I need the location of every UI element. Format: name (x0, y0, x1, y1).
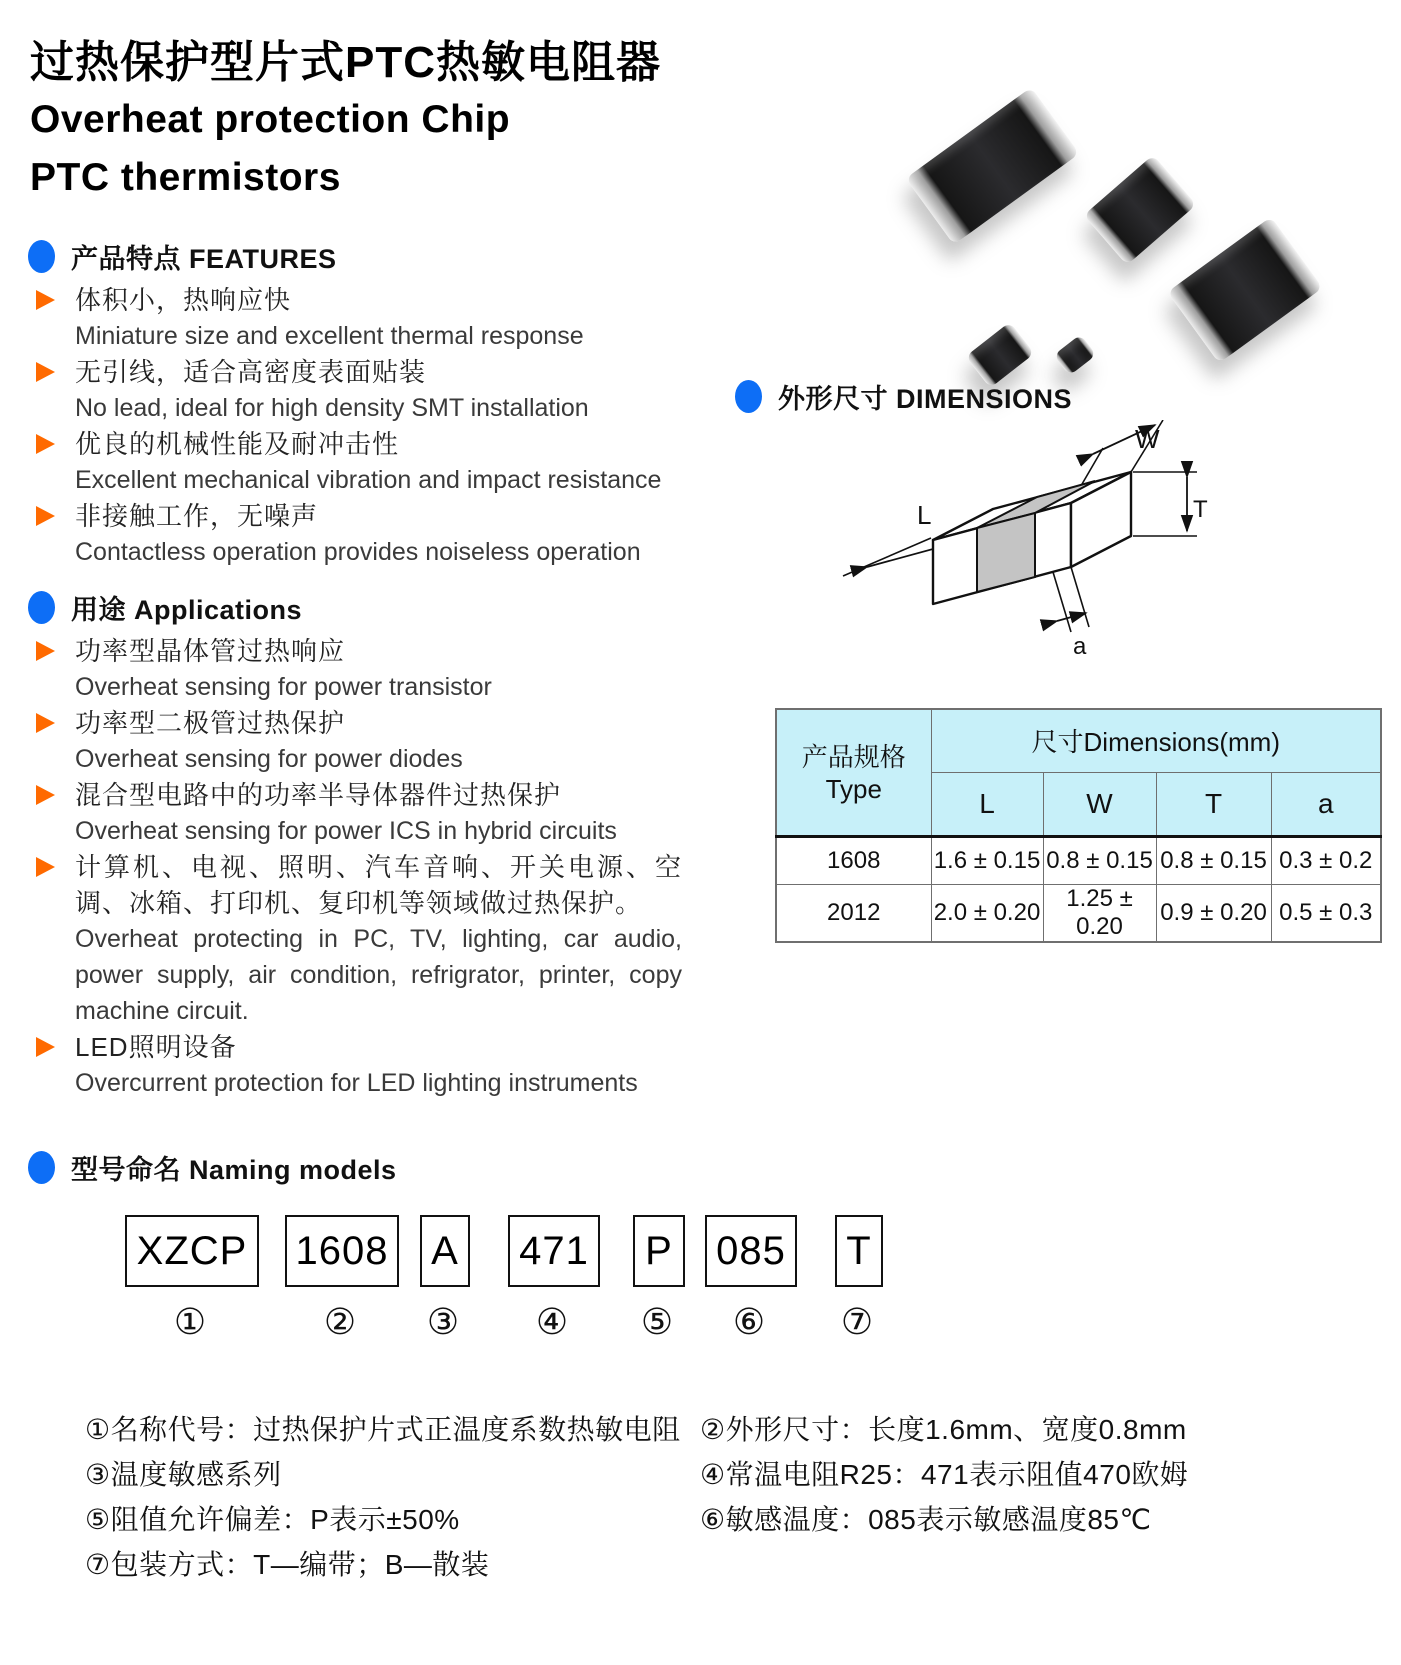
table-col-W: W (1043, 772, 1156, 836)
circled-number-5: ⑤ (640, 1302, 674, 1343)
feature-en: Excellent mechanical vibration and impact resistance (75, 466, 662, 494)
chip-photo-large (906, 87, 1080, 244)
naming-box-size: 1608 (285, 1215, 399, 1287)
application-en: Overheat sensing for power transistor (75, 673, 492, 701)
naming-box-resistance: 471 (508, 1215, 600, 1287)
features-list (34, 282, 682, 570)
features-heading (28, 237, 337, 276)
table-col-T: T (1156, 772, 1271, 836)
naming-note-1: ①名称代号：过热保护片式正温度系数热敏电阻 (85, 1414, 681, 1445)
list-item (34, 705, 682, 777)
naming-box-series: XZCP (125, 1215, 259, 1287)
cell-w: 0.8 ± 0.15 (1043, 837, 1156, 885)
page-title-cn: 过热保护型片式PTC热敏电阻器 (30, 38, 661, 87)
feature-cn: 无引线，适合高密度表面贴装 (75, 357, 427, 387)
page-title-en-line1: Overheat protection Chip (30, 98, 511, 141)
blue-dot-icon (28, 1151, 55, 1184)
list-item (34, 498, 682, 570)
features-heading-label: 产品特点 FEATURES (71, 244, 337, 274)
table-row (776, 885, 1381, 943)
table-header-dimensions: 尺寸Dimensions(mm) (931, 709, 1381, 772)
dim-label-L: L (917, 500, 932, 530)
feature-cn: 非接触工作，无噪声 (75, 501, 319, 531)
table-row (776, 837, 1381, 885)
naming-heading (28, 1148, 397, 1187)
triangle-bullet-icon (36, 713, 55, 733)
table-col-a: a (1271, 772, 1381, 836)
circled-number-7: ⑦ (840, 1302, 874, 1343)
triangle-bullet-icon (36, 641, 55, 661)
list-item (34, 777, 682, 849)
dim-label-a: a (1073, 633, 1087, 660)
triangle-bullet-icon (36, 857, 55, 877)
table-header-type (776, 709, 931, 837)
row-type: 1608 (776, 837, 931, 885)
circled-number-4: ④ (535, 1302, 569, 1343)
dimensions-table (775, 708, 1382, 943)
dimensions-heading (735, 377, 1072, 416)
feature-cn: 优良的机械性能及耐冲击性 (75, 429, 400, 459)
chip-dimension-diagram (835, 420, 1215, 670)
application-en: Overheat protecting in PC, TV, lighting, car audio, power supply, air condition, refrigrator, printer, copy machine circuit. (75, 925, 682, 1025)
blue-dot-icon (28, 240, 55, 273)
naming-note-4: ④常温电阻R25：471表示阻值470欧姆 (700, 1459, 1189, 1490)
naming-box-temp-series: A (420, 1215, 470, 1287)
dimensions-heading-label: 外形尺寸 DIMENSIONS (778, 384, 1073, 414)
chip-photo-tiny (1054, 334, 1097, 375)
list-item (34, 282, 682, 354)
triangle-bullet-icon (36, 362, 55, 382)
application-cn: 计算机、电视、照明、汽车音响、开关电源、空调、冰箱、打印机、复印机等领域做过热保护。 (75, 852, 682, 918)
list-item (34, 1029, 682, 1101)
cell-l: 1.6 ± 0.15 (931, 837, 1043, 885)
application-cn: LED照明设备 (75, 1032, 237, 1062)
cell-l: 2.0 ± 0.20 (931, 885, 1043, 943)
triangle-bullet-icon (36, 506, 55, 526)
application-cn: 功率型晶体管过热响应 (75, 636, 346, 666)
feature-en: Contactless operation provides noiseless operation (75, 538, 641, 566)
triangle-bullet-icon (36, 1037, 55, 1057)
cell-w: 1.25 ± 0.20 (1043, 885, 1156, 943)
applications-heading-label: 用途 Applications (71, 595, 303, 625)
circled-number-3: ③ (426, 1302, 460, 1343)
type-header-cn: 产品规格 (801, 741, 906, 772)
cell-t: 0.9 ± 0.20 (1156, 885, 1271, 943)
application-cn: 功率型二极管过热保护 (75, 708, 346, 738)
naming-note-5: ⑤阻值允许偏差：P表示±50% (85, 1504, 460, 1535)
naming-box-packing: T (835, 1215, 883, 1287)
row-type: 2012 (776, 885, 931, 943)
feature-en: Miniature size and excellent thermal response (75, 322, 584, 350)
application-en: Overcurrent protection for LED lighting instruments (75, 1069, 638, 1097)
application-cn: 混合型电路中的功率半导体器件过热保护 (75, 780, 562, 810)
circled-number-6: ⑥ (732, 1302, 766, 1343)
applications-list (34, 633, 682, 1101)
naming-note-2: ②外形尺寸：长度1.6mm、宽度0.8mm (700, 1414, 1187, 1445)
list-item (34, 849, 682, 1029)
cell-t: 0.8 ± 0.15 (1156, 837, 1271, 885)
table-col-L: L (931, 772, 1043, 836)
naming-heading-label: 型号命名 Naming models (71, 1155, 397, 1185)
naming-note-3: ③温度敏感系列 (85, 1459, 282, 1490)
naming-box-sense-temp: 085 (705, 1215, 797, 1287)
feature-cn: 体积小，热响应快 (75, 285, 292, 315)
naming-note-6: ⑥敏感温度：085表示敏感温度85℃ (700, 1504, 1152, 1535)
naming-box-tolerance: P (633, 1215, 685, 1287)
cell-a: 0.3 ± 0.2 (1271, 837, 1381, 885)
list-item (34, 633, 682, 705)
list-item (34, 354, 682, 426)
triangle-bullet-icon (36, 785, 55, 805)
dim-label-T: T (1193, 496, 1208, 523)
circled-number-2: ② (323, 1302, 357, 1343)
triangle-bullet-icon (36, 290, 55, 310)
circled-number-1: ① (173, 1302, 207, 1343)
page-title-en-line2: PTC thermistors (30, 156, 341, 199)
blue-dot-icon (28, 591, 55, 624)
type-header-en: Type (825, 773, 882, 804)
naming-note-7: ⑦包装方式：T—编带；B—散装 (85, 1549, 490, 1580)
cell-a: 0.5 ± 0.3 (1271, 885, 1381, 943)
application-en: Overheat sensing for power ICS in hybrid circuits (75, 817, 617, 845)
chip-photo-large-right (1167, 217, 1322, 363)
product-photo (850, 55, 1320, 385)
triangle-bullet-icon (36, 434, 55, 454)
application-en: Overheat sensing for power diodes (75, 745, 463, 773)
chip-photo-medium (1084, 155, 1197, 265)
dim-label-W: W (1135, 424, 1160, 454)
feature-en: No lead, ideal for high density SMT installation (75, 394, 589, 422)
applications-heading (28, 588, 302, 627)
list-item (34, 426, 682, 498)
blue-dot-icon (735, 380, 762, 413)
